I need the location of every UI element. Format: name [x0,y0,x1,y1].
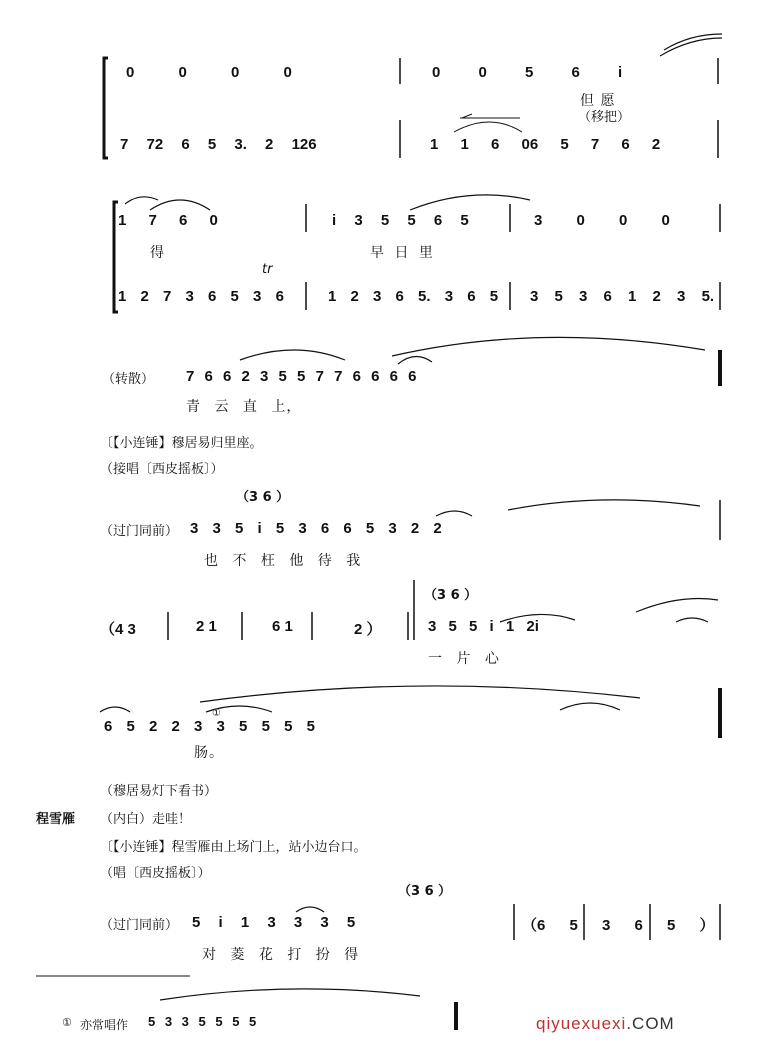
lyrics-line: 一 片 心 [428,651,500,667]
accompaniment-bar-2: 1 1 6 06 5 7 6 2 [430,136,661,153]
lyrics-line: 得 [150,245,165,261]
spoken-line: （内白）走哇！ [100,812,192,827]
interlude-bar-2: 2 1 [196,618,217,635]
trill-mark: tr [262,262,273,277]
voice-bar-2: 0 0 5 6 i [432,64,623,81]
notes-line: 3 5 5 i 1 2i [428,618,539,635]
voice-bar-3: 3 0 0 0 [534,212,670,229]
accompaniment-bar-1: 1 2 7 3 6 5 3 6 [118,288,284,305]
parenthetical-notes: （3 6 ） [236,490,290,505]
interlude-bar-1: （4 3 [100,621,136,638]
notes-line: 7 6 6 2 3 5 5 7 7 6 6 6 6 [186,368,417,385]
stage-direction: 〔【小连锤】穆居易归里座。 [100,436,263,451]
notes-line: 3 3 5 i 5 3 6 6 5 3 2 2 [190,520,442,537]
footnote-notes: 5 3 3 5 5 5 5 [148,1014,257,1029]
role-name: 程雪雁 [36,812,76,827]
accompaniment-bar-3: 3 5 3 6 1 2 3 5. [530,288,715,305]
interlude-bar-4: 2 ） [354,621,382,638]
interlude-bars: （6 5 3 6 5 ） [522,917,715,934]
section-label: （过门同前） [100,524,179,539]
notes-line: 5 i 1 3 3 3 5 [192,914,356,931]
watermark-name: qiyuexuexi [536,1014,627,1033]
voice-bar-2: i 3 5 5 6 5 [332,212,469,229]
lyrics-line: 肠。 [194,745,224,761]
footnote-text: 亦常唱作 [80,1018,129,1032]
parenthetical-notes: （3 6 ） [424,588,478,603]
footnote-reference: ① [212,708,221,719]
voice-bar-1: 1 7 6 0 [118,212,218,229]
lyrics-line: 但 愿 [580,93,616,109]
lyrics-line: 对 菱 花 打 扮 得 [202,947,360,963]
notes-line: 6 5 2 2 3 3 5 5 5 5 [104,718,315,735]
accompaniment-bar-1: 7 72 6 5 3. 2 126 [120,136,317,153]
voice-bar-1: 0 0 0 0 [126,64,292,81]
performance-note: （移把） [578,110,631,125]
accompaniment-bar-2: 1 2 3 6 5. 3 6 5 [328,288,499,305]
section-label: （过门同前） [100,918,179,933]
parenthetical-notes: （3 6 ） [398,884,452,899]
interlude-bar-3: 6 1 [272,618,293,635]
stage-direction: （穆居易灯下看书） [100,784,218,799]
lyrics-line: 早 日 里 [370,245,434,261]
section-label: （转散） [102,372,155,387]
footnote-marker: ① [62,1016,72,1029]
lyrics-line: 青 云 直 上， [186,399,302,415]
stage-direction: （接唱〔西皮摇板〕） [100,462,224,477]
stage-direction: 〔【小连锤】程雪雁由上场门上，站小边台口。 [100,840,367,855]
watermark [536,1014,675,1034]
watermark-domain: .COM [626,1014,675,1033]
stage-direction: （唱〔西皮摇板〕） [100,866,211,881]
lyrics-line: 也 不 枉 他 待 我 [204,553,362,569]
